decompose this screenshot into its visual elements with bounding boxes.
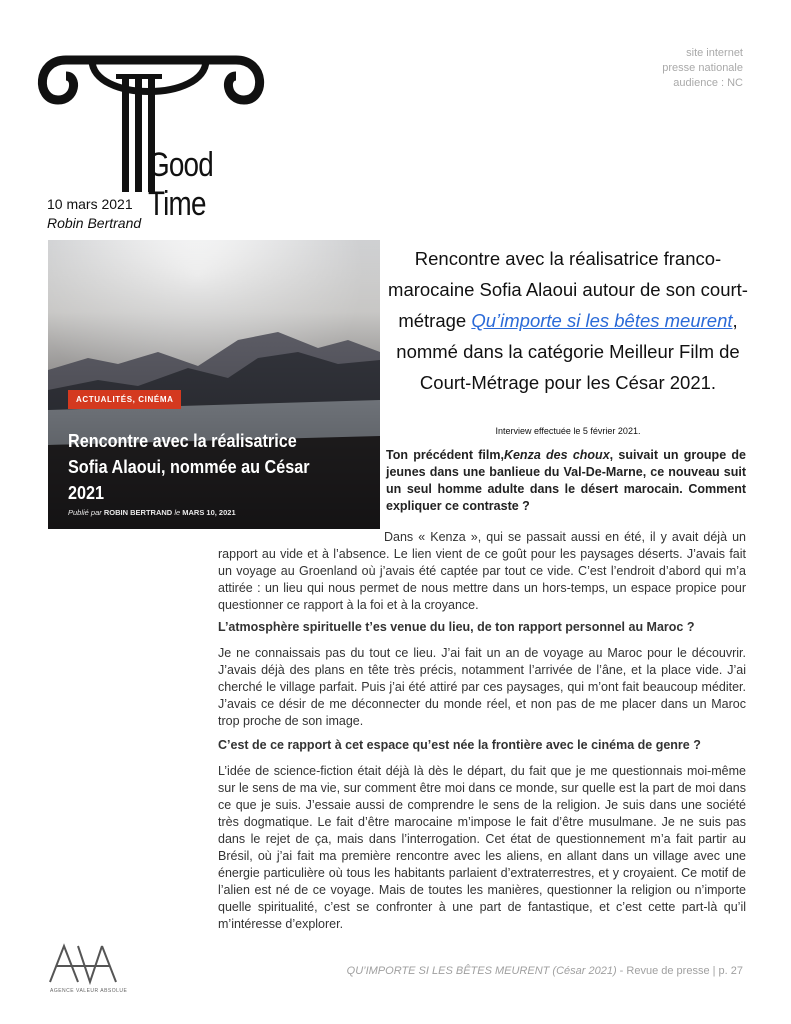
question-1-film: Kenza des choux (503, 448, 610, 462)
answer-1: Dans « Kenza », qui se passait aussi en été, il y avait déjà un rapport au vide et à l’absence. Le lien vient de ce goût pour les paysages déserts. J’avais fait un voyage au Groenland où j’avais été captée par tout ce vide. C’est l’endroit d’abord qui m’a attirée : un lieu qui nous permet de nous mettre dans un hors-temps, un espace propice pour questionner ce rapport à la foi et à la croyance. (218, 530, 746, 612)
footer-page: - Revue de presse | p. 27 (616, 965, 743, 977)
article-intro (388, 243, 748, 398)
question-3: C’est de ce rapport à cet espace qu’est née la frontière avec le cinéma de genre ? (218, 738, 701, 752)
hero-title: Rencontre avec la réalisatrice Sofia Alaoui, nommée au César 2021 (68, 431, 310, 503)
hero-image (48, 240, 380, 529)
intro-text-2: , nommé dans la catégorie Meilleur Film de Court-Métrage pour les César 2021. (396, 310, 740, 393)
hero-byline (68, 508, 236, 517)
interview-date-note: Interview effectuée le 5 février 2021. (495, 426, 641, 436)
meta-scope: presse nationale (662, 62, 743, 74)
agency-logo (48, 942, 118, 992)
film-title-link[interactable]: Qu’importe si les bêtes meurent (471, 310, 733, 331)
footer-title: QU’IMPORTE SI LES BÊTES MEURENT (César 2021) (346, 965, 617, 977)
intro-text-1: Rencontre avec la réalisatrice franco-marocaine Sofia Alaoui autour de son court-métrage (388, 248, 748, 331)
byline-author: ROBIN BERTRAND (103, 508, 173, 517)
meta-type: site internet (686, 47, 743, 59)
publication-meta (662, 46, 743, 91)
article-date: 10 mars 2021 (47, 196, 133, 212)
agency-label: AGENCE VALEUR ABSOLUE (50, 988, 128, 994)
byline-date: MARS 10, 2021 (182, 508, 236, 517)
byline-prefix: Publié par (68, 508, 102, 517)
ava-monogram-icon (48, 942, 118, 986)
category-badge[interactable]: ACTUALITÉS, CINÉMA (68, 390, 181, 409)
question-2: L’atmosphère spirituelle t’es venue du lieu, de ton rapport personnel au Maroc ? (218, 620, 695, 634)
answer-3: L’idée de science-fiction était déjà là dès le départ, du fait que je me questionnais moi-même sur le sens de ma vie, sur comment être moi dans ce monde, sur quelle est la part de moi dans ce que je suis. J’essaie aussi de comprendre le sens de la religion. Je suis dans une société très dogmatique. Le fait d’être marocaine m’impose le fait d’être musulmane. Je ne suis pas dans le rejet de ça, mais dans l’interrogation. Cet état de questionnement m’a fait partir au Brésil, où j’ai fait ma première rencontre avec les aliens, en allant dans un village avec une énergie particulière où tous les habitants parlaient d’extraterrestres, et y croyaient. Ce motif de l’alien est né de ce voyage. Mais de toutes les manières, questionner la religion ou n’importe quelle spiritualité, c’est se confronter à une part de fantastique, et c’est cette part-là qu’il m’intéresse d’explorer. (218, 764, 746, 931)
meta-audience: audience : NC (673, 77, 743, 89)
byline-le: le (174, 508, 181, 517)
question-1-suffix: , suivait un groupe de jeunes dans une banlieue du Val-De-Marne, ce nouveau suit un seul homme adulte dans le désert marocain. Comment expliquer ce contraste ? (386, 448, 746, 513)
page-footer (347, 965, 743, 977)
question-1-prefix: Ton précédent film, (386, 448, 504, 462)
article-author: Robin Bertrand (47, 215, 142, 231)
answer-2: Je ne connaissais pas du tout ce lieu. J’ai fait un an de voyage au Maroc pour le découvrir. J’avais déjà des plans en tête très précis, notamment l’arrivée de l’âne, et la place vide. J’ai cherché le village parfait. Puis j’ai été attiré par ces paysages, qui m’ont fait beaucoup méditer. J’avais ce désir de me déconnecter du monde réel, et non pas de me placer dans un Maroc trop proche de son image. (218, 646, 746, 728)
logo-wordmark: Good Time (148, 146, 213, 223)
question-1 (386, 447, 746, 515)
